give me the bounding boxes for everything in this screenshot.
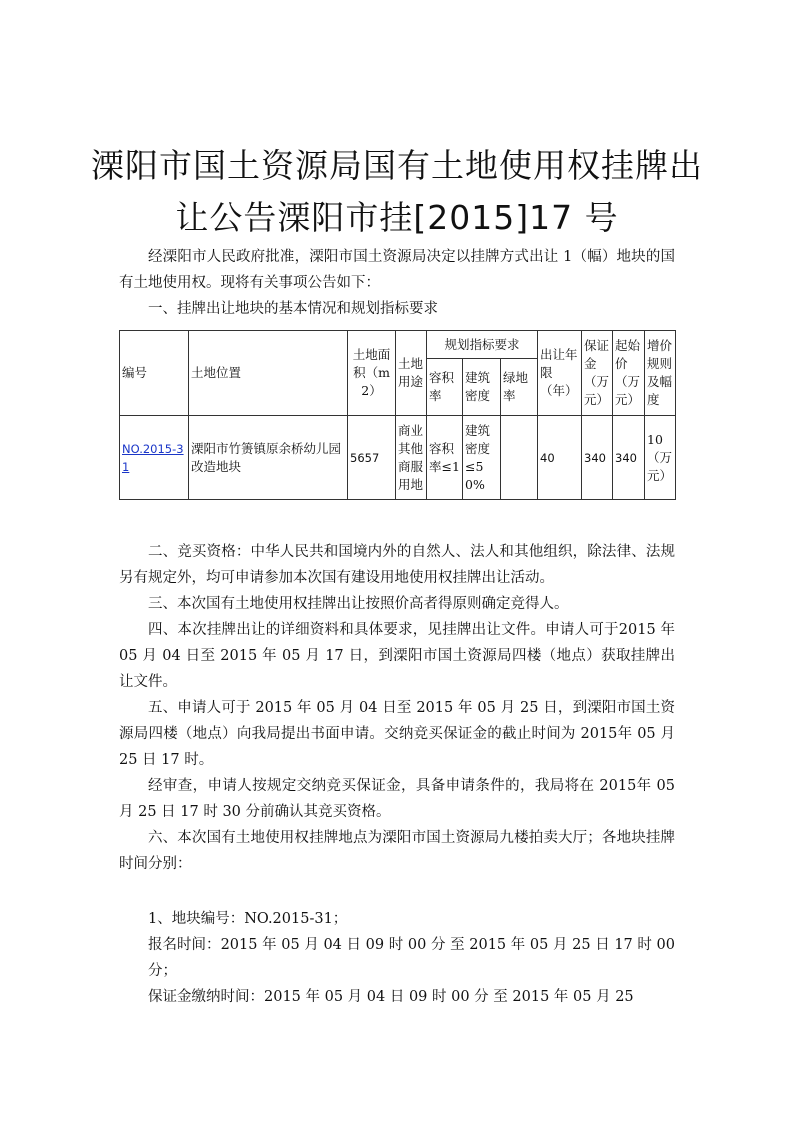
header-increment: 增价规则及幅度 <box>645 331 676 416</box>
header-code: 编号 <box>120 331 189 416</box>
page-title <box>60 140 734 244</box>
parcel-schedule <box>119 906 675 1010</box>
header-use: 土地用途 <box>396 331 427 416</box>
title-line-1: 溧阳市国土资源局国有土地使用权挂牌出 <box>91 146 703 186</box>
header-start-price: 起始价（万元） <box>613 331 645 416</box>
title-line-2: 让公告溧阳市挂[2015]17 号 <box>175 198 619 238</box>
table-row <box>120 416 676 500</box>
cell-density: 建筑密度≤50% <box>463 416 501 500</box>
deposit-payment-time: 保证金缴纳时间：2015 年 05 月 04 日 09 时 00 分 至 2015 年 05 月 25 <box>148 989 634 1005</box>
parcel-code-link[interactable]: NO.2015-31 <box>122 441 184 474</box>
header-term: 出让年限（年） <box>538 331 582 416</box>
section-5: 五、申请人可于 2015 年 05 月 04 日至 2015 年 05 月 25 日，到溧阳市国土资源局四楼（地点）向我局提出书面申请。交纳竞买保证金的截止时间为 2015年 05 月 25 日 17 时。 <box>119 700 675 768</box>
intro-block <box>119 244 675 322</box>
cell-term: 40 <box>538 416 582 500</box>
cell-deposit: 340 <box>582 416 613 500</box>
section-4: 四、本次挂牌出让的详细资料和具体要求，见挂牌出让文件。申请人可于2015 年 05 月 04 日至 2015 年 05 月 17 日，到溧阳市国土资源局四楼（地点）获取挂牌出让文件。 <box>119 622 675 690</box>
registration-time: 报名时间：2015 年 05 月 04 日 09 时 00 分 至 2015 年 05 月 25 日 17 时 00 分； <box>148 937 675 979</box>
cell-far: 容积率≤1 <box>427 416 463 500</box>
intro-paragraph: 经溧阳市人民政府批准，溧阳市国土资源局决定以挂牌方式出让 1（幅）地块的国有土地使用权。现将有关事项公告如下： <box>119 249 675 291</box>
header-green: 绿地率 <box>501 359 538 416</box>
parcel-number-line: 1、地块编号：NO.2015-31； <box>148 911 348 927</box>
cell-increment: 10（万元） <box>645 416 676 500</box>
cell-area: 5657 <box>348 416 396 500</box>
sections-block <box>119 539 675 877</box>
cell-green <box>501 416 538 500</box>
cell-location: 溧阳市竹箦镇原余桥幼儿园改造地块 <box>189 416 348 500</box>
header-area: 土地面积（m2） <box>348 331 396 416</box>
header-location: 土地位置 <box>189 331 348 416</box>
section-5-review: 经审查，申请人按规定交纳竞买保证金，具备申请条件的，我局将在 2015年 05 月 25 日 17 时 30 分前确认其竞买资格。 <box>119 778 675 820</box>
cell-start-price: 340 <box>613 416 645 500</box>
section-6: 六、本次国有土地使用权挂牌地点为溧阳市国土资源局九楼拍卖大厅；各地块挂牌时间分别： <box>119 830 675 872</box>
section-3: 三、本次国有土地使用权挂牌出让按照价高者得原则确定竞得人。 <box>148 596 569 612</box>
header-deposit: 保证金（万元） <box>582 331 613 416</box>
header-far: 容积率 <box>427 359 463 416</box>
section-1-heading: 一、挂牌出让地块的基本情况和规划指标要求 <box>148 301 438 317</box>
parcel-table <box>119 330 676 500</box>
cell-code <box>120 416 189 500</box>
header-planning: 规划指标要求 <box>427 331 538 359</box>
section-2: 二、竞买资格：中华人民共和国境内外的自然人、法人和其他组织，除法律、法规另有规定外，均可申请参加本次国有建设用地使用权挂牌出让活动。 <box>119 544 675 586</box>
header-density: 建筑密度 <box>463 359 501 416</box>
cell-use: 商业其他商服用地 <box>396 416 427 500</box>
